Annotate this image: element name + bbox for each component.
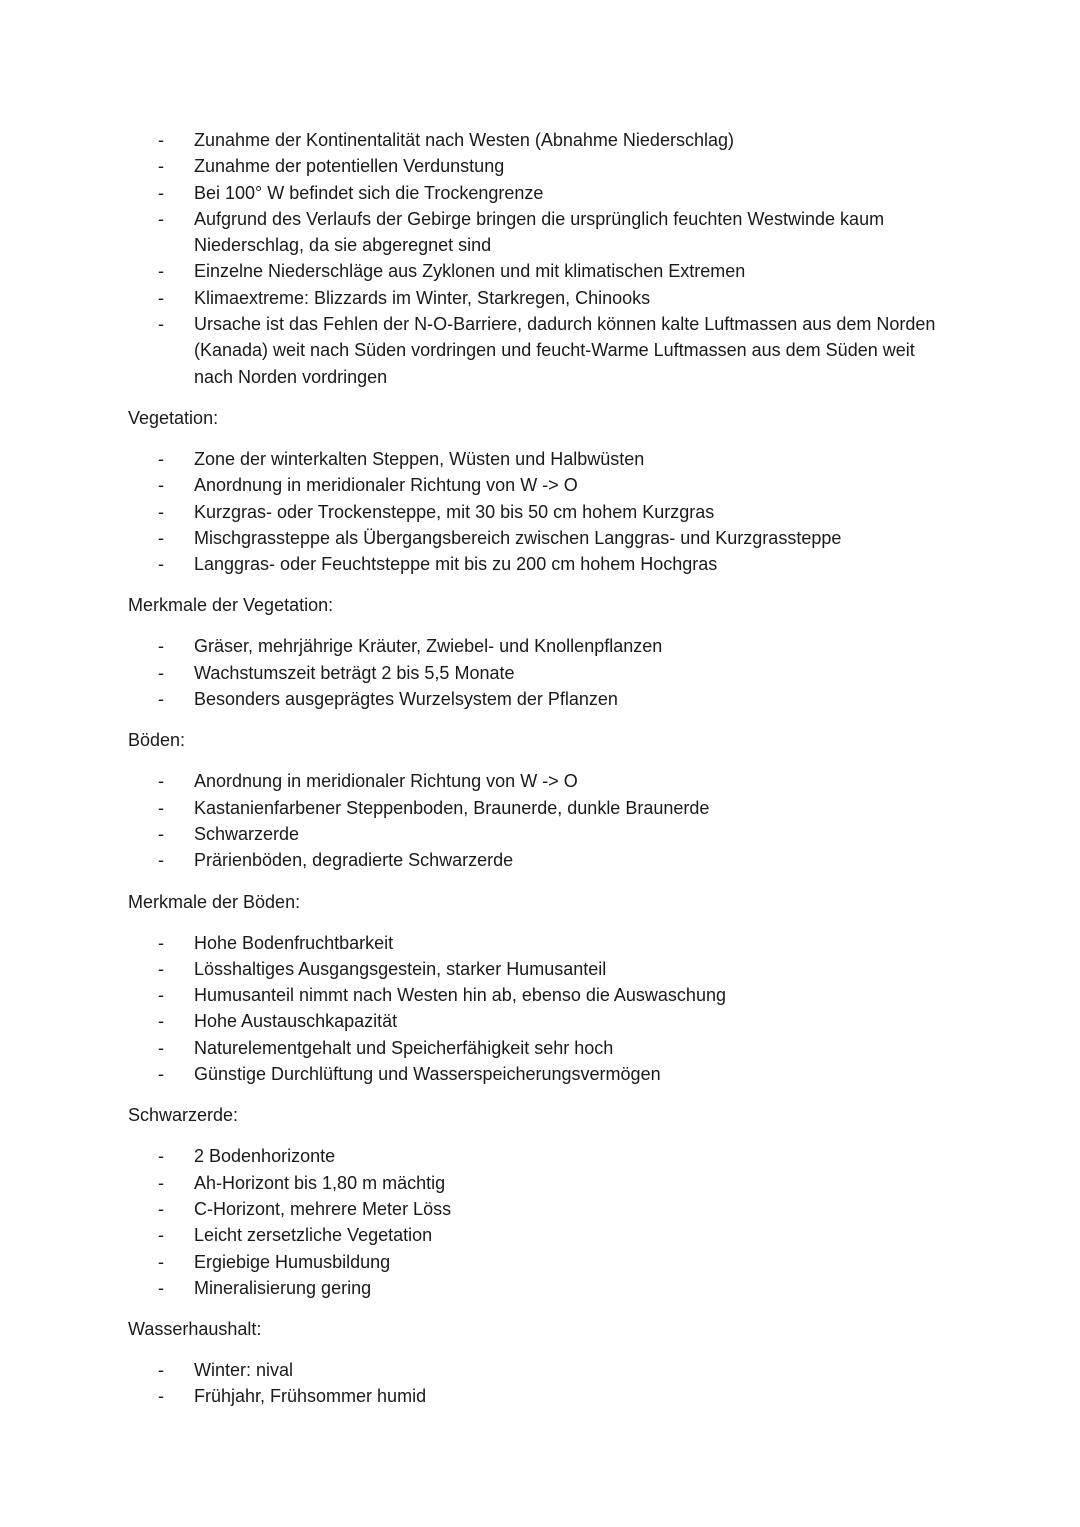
list-item bbox=[128, 847, 958, 873]
dash-bullet: - bbox=[158, 1198, 164, 1219]
list-item bbox=[128, 1143, 958, 1169]
list-item bbox=[128, 499, 958, 525]
dash-bullet: - bbox=[158, 182, 164, 203]
list-item-text: Klimaextreme: Blizzards im Winter, Starkregen, Chinooks bbox=[194, 287, 651, 308]
list-item bbox=[128, 180, 958, 206]
list-item bbox=[128, 258, 958, 284]
list-item bbox=[128, 686, 958, 712]
list-item-text: Winter: nival bbox=[194, 1360, 294, 1381]
dash-bullet: - bbox=[158, 1225, 164, 1246]
section-heading: Böden: bbox=[128, 730, 186, 751]
document-body bbox=[128, 127, 958, 1425]
list-item-text: Anordnung in meridionaler Richtung von W -> O bbox=[194, 771, 578, 792]
list-item bbox=[128, 795, 958, 821]
list-item-text: Ah-Horizont bis 1,80 m mächtig bbox=[194, 1172, 446, 1193]
section-heading: Merkmale der Vegetation: bbox=[128, 595, 334, 616]
list-item-text: Kurzgras- oder Trockensteppe, mit 30 bis 50 cm hohem Kurzgras bbox=[194, 501, 715, 522]
list-item-text: Zunahme der Kontinentalität nach Westen (Abnahme Niederschlag) bbox=[194, 130, 734, 150]
list-item-text: Einzelne Niederschläge aus Zyklonen und mit klimatischen Extremen bbox=[194, 261, 746, 282]
list-item bbox=[128, 1061, 958, 1087]
list-item bbox=[128, 206, 958, 259]
list-item-text: Leicht zersetzliche Vegetation bbox=[194, 1225, 433, 1246]
dash-bullet: - bbox=[158, 636, 164, 657]
list-item-text: Naturelementgehalt und Speicherfähigkeit sehr hoch bbox=[194, 1037, 614, 1058]
list-item-text: C-Horizont, mehrere Meter Löss bbox=[194, 1198, 452, 1219]
list-item-text: Günstige Durchlüftung und Wasserspeicherungsvermögen bbox=[194, 1064, 661, 1085]
list-item-text: Gräser, mehrjährige Kräuter, Zwiebel- und Knollenpflanzen bbox=[194, 636, 663, 657]
bullet-list bbox=[128, 446, 958, 577]
list-item-text: Bei 100° W befindet sich die Trockengrenze bbox=[194, 182, 544, 203]
list-item bbox=[128, 311, 958, 390]
dash-bullet: - bbox=[158, 208, 164, 229]
list-item bbox=[128, 285, 958, 311]
list-item-text: Humusanteil nimmt nach Westen hin ab, ebenso die Auswaschung bbox=[194, 985, 726, 1006]
dash-bullet: - bbox=[158, 1172, 164, 1193]
list-item-text: Wachstumszeit beträgt 2 bis 5,5 Monate bbox=[194, 662, 515, 683]
list-item bbox=[128, 1357, 958, 1383]
dash-bullet: - bbox=[158, 823, 164, 844]
section-heading: Wasserhaushalt: bbox=[128, 1319, 262, 1340]
bullet-list bbox=[128, 633, 958, 712]
dash-bullet: - bbox=[158, 475, 164, 496]
list-item-text: Langgras- oder Feuchtsteppe mit bis zu 200 cm hohem Hochgras bbox=[194, 554, 718, 575]
bullet-list bbox=[128, 930, 958, 1088]
list-item-text: Ergiebige Humusbildung bbox=[194, 1251, 391, 1272]
dash-bullet: - bbox=[158, 1251, 164, 1272]
dash-bullet: - bbox=[158, 448, 164, 469]
dash-bullet: - bbox=[158, 1146, 164, 1167]
list-item bbox=[128, 472, 958, 498]
list-item bbox=[128, 525, 958, 551]
list-item-text: Zunahme der potentiellen Verdunstung bbox=[194, 156, 505, 177]
dash-bullet: - bbox=[158, 554, 164, 575]
list-item bbox=[128, 821, 958, 847]
dash-bullet: - bbox=[158, 1037, 164, 1058]
dash-bullet: - bbox=[158, 314, 164, 335]
list-item bbox=[128, 633, 958, 659]
section-heading: Merkmale der Böden: bbox=[128, 891, 301, 912]
list-item-text: 2 Bodenhorizonte bbox=[194, 1146, 336, 1167]
list-item-text: Mischgrassteppe als Übergangsbereich zwischen Langgras- und Kurzgrassteppe bbox=[194, 527, 842, 548]
bullet-list bbox=[128, 1357, 958, 1410]
list-item bbox=[128, 660, 958, 686]
dash-bullet: - bbox=[158, 1386, 164, 1407]
list-item-text: Zone der winterkalten Steppen, Wüsten und Halbwüsten bbox=[194, 448, 645, 469]
dash-bullet: - bbox=[158, 130, 164, 150]
list-item bbox=[128, 1008, 958, 1034]
list-item-text: Hohe Austauschkapazität bbox=[194, 1011, 398, 1032]
bullet-list bbox=[128, 1143, 958, 1301]
list-item bbox=[128, 1170, 958, 1196]
list-item bbox=[128, 446, 958, 472]
list-item-text: Prärienböden, degradierte Schwarzerde bbox=[194, 850, 514, 871]
list-item bbox=[128, 1035, 958, 1061]
list-item-text: Besonders ausgeprägtes Wurzelsystem der Pflanzen bbox=[194, 689, 618, 710]
dash-bullet: - bbox=[158, 261, 164, 282]
list-item bbox=[128, 127, 958, 153]
dash-bullet: - bbox=[158, 287, 164, 308]
dash-bullet: - bbox=[158, 1360, 164, 1381]
bullet-list bbox=[128, 768, 958, 873]
list-item bbox=[128, 768, 958, 794]
list-item-text: Lösshaltiges Ausgangsgestein, starker Humusanteil bbox=[194, 958, 607, 979]
list-item-text: Mineralisierung gering bbox=[194, 1277, 372, 1298]
dash-bullet: - bbox=[158, 1011, 164, 1032]
dash-bullet: - bbox=[158, 958, 164, 979]
dash-bullet: - bbox=[158, 797, 164, 818]
dash-bullet: - bbox=[158, 850, 164, 871]
dash-bullet: - bbox=[158, 1277, 164, 1298]
list-item bbox=[128, 153, 958, 179]
dash-bullet: - bbox=[158, 501, 164, 522]
list-item-text: Hohe Bodenfruchtbarkeit bbox=[194, 932, 394, 953]
dash-bullet: - bbox=[158, 527, 164, 548]
list-item-text: Aufgrund des Verlaufs der Gebirge bringen die ursprünglich feuchten Westwinde kaum Niederschlag, da sie abgeregnet sind bbox=[194, 208, 885, 256]
list-item bbox=[128, 551, 958, 577]
list-item-text: Ursache ist das Fehlen der N-O-Barriere, dadurch können kalte Luftmassen aus dem Norden (Kanada) weit nach Süden vordringen und feucht-Warme Luftmassen aus dem Süden weit nach Norden vordringen bbox=[194, 314, 936, 387]
list-item-text: Schwarzerde bbox=[194, 823, 300, 844]
dash-bullet: - bbox=[158, 1064, 164, 1085]
list-item-text: Frühjahr, Frühsommer humid bbox=[194, 1386, 427, 1407]
list-item bbox=[128, 982, 958, 1008]
list-item-text: Anordnung in meridionaler Richtung von W -> O bbox=[194, 475, 578, 496]
dash-bullet: - bbox=[158, 932, 164, 953]
list-item-text: Kastanienfarbener Steppenboden, Braunerde, dunkle Braunerde bbox=[194, 797, 710, 818]
list-item bbox=[128, 1222, 958, 1248]
dash-bullet: - bbox=[158, 156, 164, 177]
dash-bullet: - bbox=[158, 771, 164, 792]
list-item bbox=[128, 1275, 958, 1301]
dash-bullet: - bbox=[158, 689, 164, 710]
dash-bullet: - bbox=[158, 985, 164, 1006]
section-heading: Schwarzerde: bbox=[128, 1105, 239, 1126]
list-item bbox=[128, 1383, 958, 1409]
bullet-list bbox=[128, 127, 958, 390]
list-item bbox=[128, 1196, 958, 1222]
list-item bbox=[128, 930, 958, 956]
section-heading: Vegetation: bbox=[128, 407, 219, 428]
dash-bullet: - bbox=[158, 662, 164, 683]
list-item bbox=[128, 956, 958, 982]
list-item bbox=[128, 1249, 958, 1275]
